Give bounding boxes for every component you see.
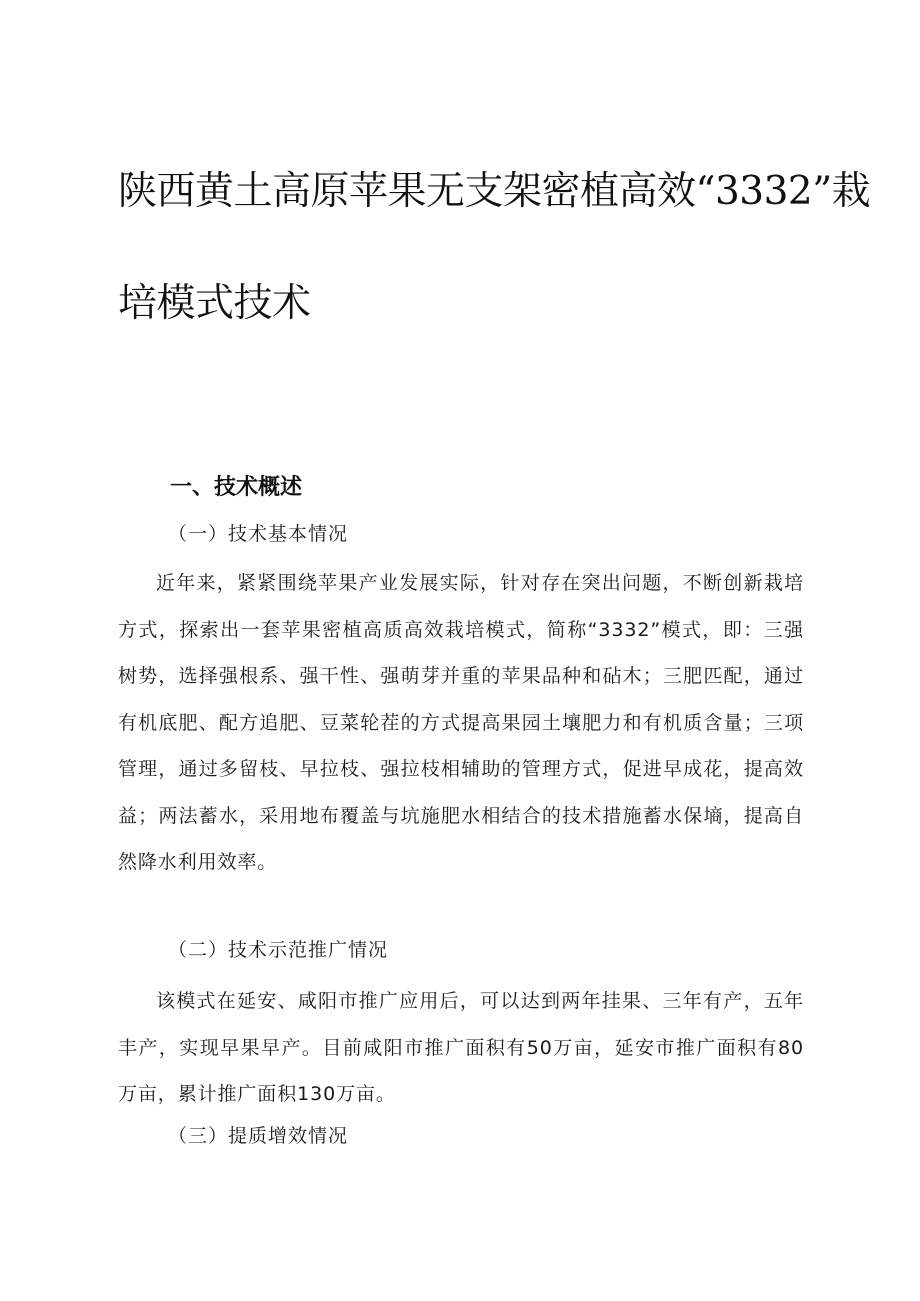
subsection-heading-quality-efficiency: （三）提质增效情况 — [168, 1125, 349, 1147]
document-title-line-1: 陕西黄土高原苹果无支架密植高效“3332”栽 — [118, 169, 871, 214]
subsection-heading-promotion: （二）技术示范推广情况 — [168, 939, 389, 961]
section-heading-overview: 一、技术概述 — [170, 475, 303, 500]
subsection-heading-basic-info: （一）技术基本情况 — [168, 523, 349, 545]
document-title-line-2: 培模式技术 — [118, 281, 311, 326]
paragraph-basic-info: 近年来，紧紧围绕苹果产业发展实际，针对存在突出问题，不断创新栽培方式，探索出一套苹果密植高质高效栽培模式，简称“3332”模式，即：三强树势，选择强根系、强干性、强萌芽并重的苹果品种和砧木；三肥匹配，通过有机底肥、配方追肥、豆菜轮茬的方式提高果园土壤肥力和有机质含量；三项管理，通过多留枝、早拉枝、强拉枝相辅助的管理方式，促进早成花，提高效益；两法蓄水，采用地布覆盖与坑施肥水相结合的技术措施蓄水保墒，提高自然降水利用效率。 — [118, 572, 804, 873]
paragraph-promotion: 该模式在延安、咸阳市推广应用后，可以达到两年挂果、三年有产，五年丰产，实现早果早产。目前咸阳市推广面积有50万亩，延安市推广面积有80万亩，累计推广面积130万亩。 — [118, 990, 804, 1105]
